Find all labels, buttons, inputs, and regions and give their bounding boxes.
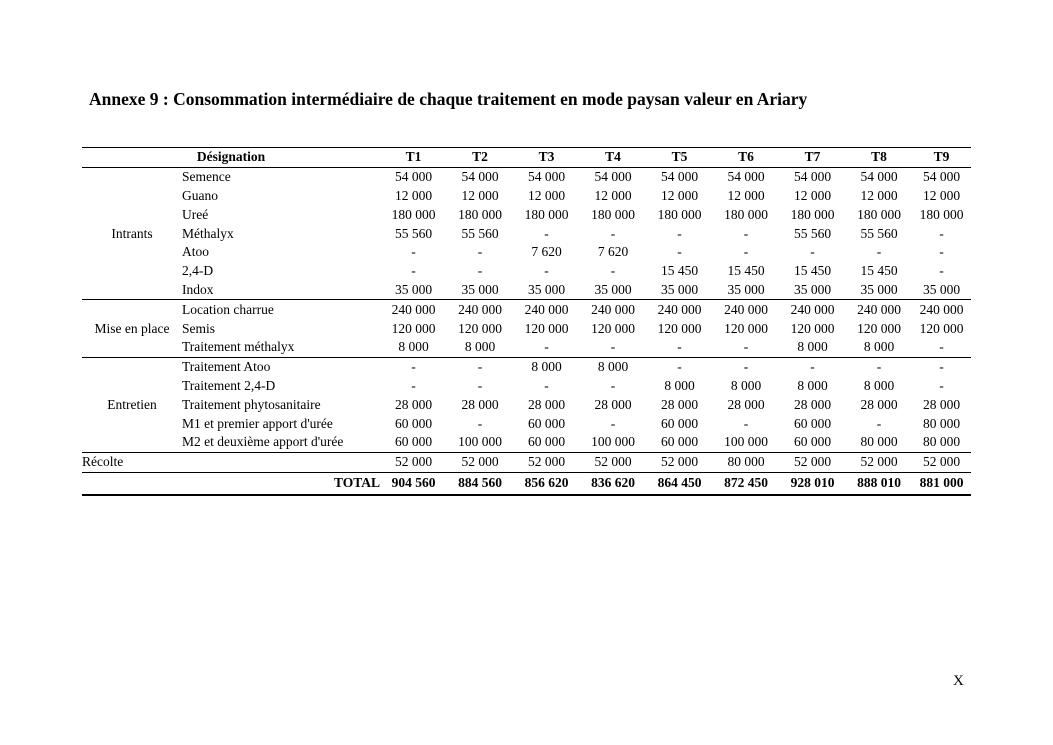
value-cell: 240 000 [912,300,971,319]
value-cell: 120 000 [919,320,964,336]
treatment-header: T4 [605,149,621,165]
item-label: Location charrue [182,300,380,319]
value-cell: - [743,415,749,431]
value-cell: 35 000 [793,281,832,297]
value-cell: 28 000 [793,396,832,412]
table-row [82,243,971,262]
value-cell: - [477,415,483,431]
item-label: Traitement 2,4-D [182,377,276,393]
item-label: Atoo [182,244,209,260]
item-label: Guano [182,187,218,203]
value-cell: 180 000 [919,206,964,222]
value-cell: - [939,263,944,279]
value-cell: 60 000 [660,434,699,450]
item-label: Traitement méthalyx [182,339,295,355]
value-cell: 8 000 [513,357,580,376]
table-row [82,205,971,224]
value-cell: 12 000 [660,187,699,203]
value-cell: - [939,339,944,355]
value-cell: 28 000 [860,396,898,412]
value-cell: - [743,244,749,260]
table-row [82,377,971,396]
table-row [82,433,971,452]
value-cell: 240 000 [713,300,779,319]
value-cell: - [939,377,944,393]
value-cell: - [646,357,713,376]
total-label: TOTAL [82,472,380,495]
value-cell: - [610,263,616,279]
value-cell: 80 000 [922,434,961,450]
value-cell: 180 000 [458,206,502,222]
value-cell: - [610,377,616,393]
total-value-cell: 888 010 [846,472,912,495]
value-cell: 60 000 [527,415,566,431]
group-label: Mise en place [82,300,182,357]
item-label: Indox [182,281,214,297]
value-cell: 54 000 [660,169,699,185]
value-cell: - [477,244,483,260]
value-cell: - [447,357,513,376]
value-cell: 80 000 [922,415,961,431]
total-row [82,472,971,495]
value-cell: 15 450 [660,263,699,279]
value-cell: 120 000 [524,320,569,336]
value-cell: 60 000 [394,415,433,431]
value-cell: 240 000 [646,300,713,319]
value-cell: - [912,357,971,376]
value-cell: - [477,263,483,279]
value-cell: 28 000 [594,396,632,412]
value-cell: 240 000 [447,300,513,319]
value-cell: 8 000 [464,339,496,355]
total-value-cell: 884 560 [447,472,513,495]
consumption-table [82,147,971,496]
value-cell: 54 000 [860,169,898,185]
treatment-header: T1 [405,149,422,165]
value-cell: 28 000 [727,396,765,412]
value-cell: 28 000 [461,396,499,412]
value-cell: - [779,357,846,376]
group-label: Entretien [82,357,182,452]
value-cell: 54 000 [461,169,499,185]
value-cell: 12 000 [594,187,632,203]
treatment-header: T9 [933,149,950,165]
value-cell: 100 000 [591,434,635,450]
table-row [82,262,971,281]
value-cell: - [743,339,749,355]
item-label: M1 et premier apport d'urée [182,415,333,431]
value-cell: 180 000 [724,206,768,222]
item-label: Traitement phytosanitaire [182,396,321,412]
table-row [82,414,971,433]
value-cell: 180 000 [790,206,835,222]
value-cell: 35 000 [594,281,632,297]
value-cell: 240 000 [779,300,846,319]
table-row [82,187,971,206]
value-cell: 35 000 [660,281,699,297]
value-cell: 52 000 [513,452,580,472]
table-row [82,167,971,186]
treatment-header: T3 [538,149,555,165]
value-cell: 52 000 [646,452,713,472]
table-row [82,338,971,357]
value-cell: 55 560 [860,225,898,241]
value-cell: 52 000 [447,452,513,472]
total-value-cell: 881 000 [912,472,971,495]
page-number: X [953,673,964,689]
table-row [82,300,971,319]
value-cell: 120 000 [458,320,502,336]
value-cell: 8 000 [797,377,828,393]
value-cell: - [411,244,416,260]
value-cell: 52 000 [779,452,846,472]
value-cell: 120 000 [857,320,901,336]
item-label: M2 et deuxième apport d'urée [182,434,344,450]
value-cell: - [743,225,749,241]
value-cell: 180 000 [591,206,635,222]
value-cell: 55 560 [461,225,499,241]
value-cell: 8 000 [863,339,895,355]
table-row [82,281,971,300]
total-value-cell: 872 450 [713,472,779,495]
value-cell: 15 450 [860,263,898,279]
value-cell: 80 000 [860,434,898,450]
value-cell: 35 000 [394,281,433,297]
value-cell: 12 000 [527,187,566,203]
value-cell: 54 000 [793,169,832,185]
value-cell: 60 000 [527,434,566,450]
item-label: Méthalyx [182,225,234,241]
value-cell: 12 000 [860,187,898,203]
value-cell: 180 000 [857,206,901,222]
value-cell: 180 000 [657,206,702,222]
value-cell: 8 000 [797,339,828,355]
value-cell: 120 000 [657,320,702,336]
designation-header: Désignation [196,149,266,165]
value-cell: 120 000 [724,320,768,336]
value-cell: 8 000 [398,339,429,355]
value-cell: 35 000 [527,281,566,297]
value-cell: 240 000 [513,300,580,319]
value-cell: 54 000 [594,169,632,185]
treatment-header: T2 [472,149,488,165]
value-cell: 54 000 [394,169,433,185]
treatment-header: T5 [671,149,688,165]
value-cell: 12 000 [394,187,433,203]
value-cell: - [411,377,416,393]
value-cell: 240 000 [846,300,912,319]
item-label: Semis [182,320,216,336]
value-cell: 100 000 [724,434,768,450]
value-cell: - [876,244,882,260]
item-label: Traitement Atoo [182,357,380,376]
value-cell: 8 000 [863,377,895,393]
total-value-cell: 836 620 [580,472,646,495]
value-cell: 180 000 [524,206,569,222]
value-cell: - [544,339,549,355]
value-cell: 15 450 [727,263,765,279]
value-cell: 52 000 [912,452,971,472]
value-cell: 15 450 [793,263,832,279]
treatment-header: T6 [738,149,754,165]
value-cell: 28 000 [394,396,433,412]
value-cell: 7 620 [531,244,562,260]
item-label: Ureé [182,206,209,222]
value-cell: - [810,244,815,260]
value-cell: - [677,225,682,241]
value-cell: 8 000 [664,377,695,393]
value-cell: 52 000 [380,452,447,472]
value-cell: - [610,225,616,241]
value-cell: 54 000 [527,169,566,185]
value-cell: - [544,263,549,279]
value-cell: 55 560 [394,225,433,241]
value-cell: 120 000 [790,320,835,336]
treatment-header: T7 [804,149,821,165]
value-cell: 12 000 [727,187,765,203]
value-cell: - [610,339,616,355]
value-cell: - [380,357,447,376]
table-row [82,319,971,338]
value-cell: 12 000 [922,187,961,203]
value-cell: 60 000 [793,434,832,450]
total-value-cell: 864 450 [646,472,713,495]
value-cell: 28 000 [527,396,566,412]
value-cell: 35 000 [727,281,765,297]
value-cell: - [939,225,944,241]
table-row [82,224,971,243]
total-value-cell: 928 010 [779,472,846,495]
value-cell: 240 000 [380,300,447,319]
value-cell: 12 000 [461,187,499,203]
value-cell: - [876,415,882,431]
value-cell: 7 620 [597,244,629,260]
value-cell: - [939,244,944,260]
value-cell: 8 000 [580,357,646,376]
value-cell: 180 000 [391,206,436,222]
value-cell: - [411,263,416,279]
treatment-header: T8 [871,149,887,165]
value-cell: 240 000 [580,300,646,319]
value-cell: - [846,357,912,376]
table-header-row [82,148,971,168]
value-cell: 80 000 [713,452,779,472]
value-cell: 28 000 [922,396,961,412]
value-cell: 54 000 [727,169,765,185]
value-cell: 60 000 [660,415,699,431]
value-cell: 120 000 [591,320,635,336]
value-cell: 35 000 [461,281,499,297]
table-row [82,357,971,376]
item-label: 2,4-D [182,263,214,279]
group-label: Intrants [111,225,153,241]
value-cell: 60 000 [793,415,832,431]
item-label: Semence [182,169,231,185]
value-cell: - [677,244,682,260]
value-cell: 54 000 [922,169,961,185]
total-value-cell: 904 560 [380,472,447,495]
value-cell: - [610,415,616,431]
value-cell: 28 000 [660,396,699,412]
recolte-label: Récolte [82,452,380,472]
value-cell: 52 000 [580,452,646,472]
total-value-cell: 856 620 [513,472,580,495]
value-cell: 8 000 [730,377,762,393]
table-row [82,395,971,414]
value-cell: - [713,357,779,376]
value-cell: - [544,225,549,241]
value-cell: 120 000 [391,320,436,336]
value-cell: 52 000 [846,452,912,472]
page-title: Annexe 9 : Consommation intermédiaire de chaque traitement en mode paysan valeur en Ariary [89,89,808,109]
value-cell: - [477,377,483,393]
recolte-row [82,452,971,472]
value-cell: 55 560 [793,225,832,241]
value-cell: 35 000 [860,281,898,297]
value-cell: - [544,377,549,393]
value-cell: 12 000 [793,187,832,203]
value-cell: 60 000 [394,434,433,450]
value-cell: 35 000 [922,281,961,297]
value-cell: 100 000 [458,434,502,450]
table-body [82,167,971,494]
value-cell: - [677,339,682,355]
